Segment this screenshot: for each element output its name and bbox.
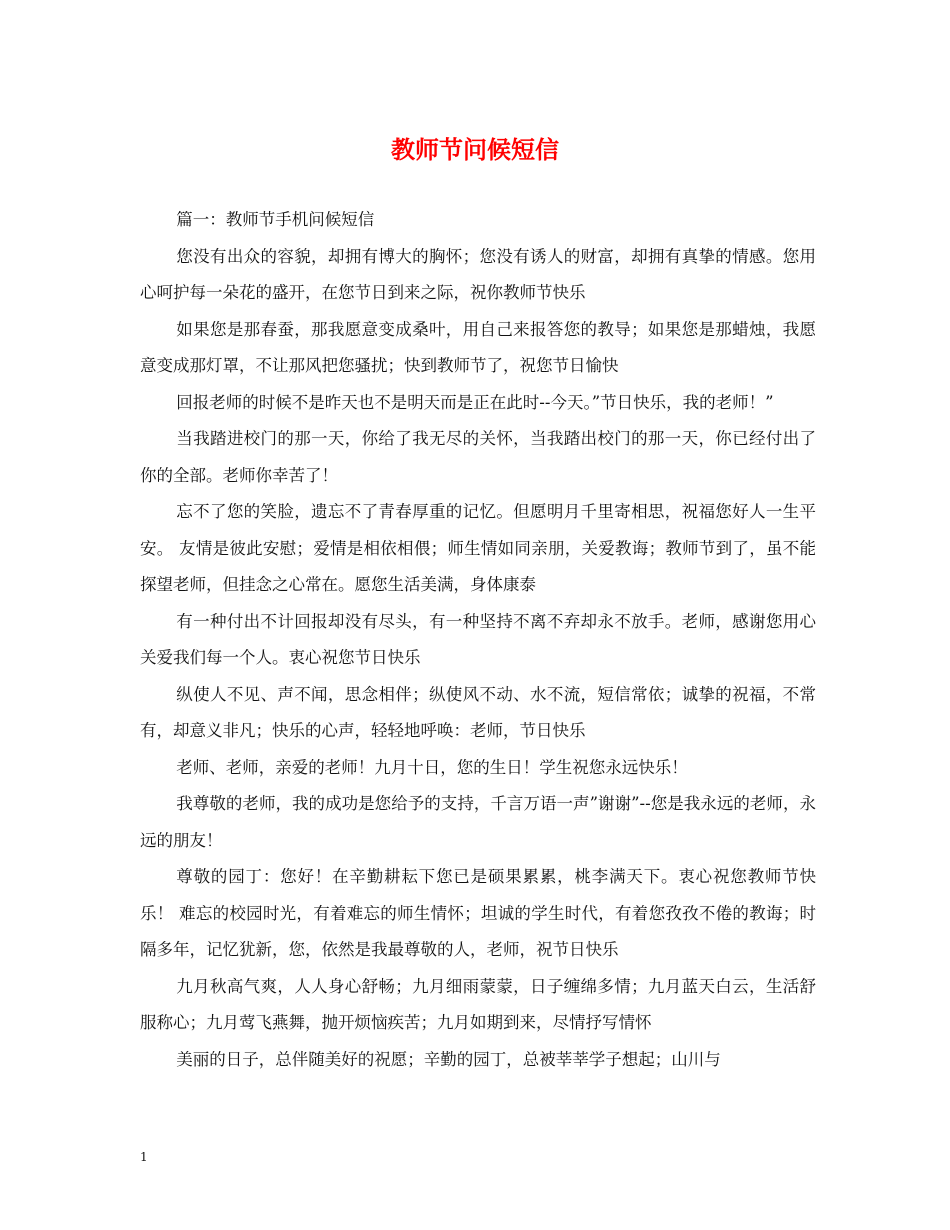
document-body xyxy=(140,202,816,1078)
section-heading: 篇一：教师节手机问候短信 xyxy=(176,210,375,229)
paragraph: 九月秋高气爽，人人身心舒畅；九月细雨蒙蒙，日子缠绵多情；九月蓝天白云，生活舒服称心；九月莺飞燕舞，抛开烦恼疾苦；九月如期到来，尽情抒写情怀 xyxy=(140,976,816,1032)
paragraph: 尊敬的园丁：您好！在辛勤耕耘下您已是硕果累累，桃李满天下。衷心祝您教师节快乐！ 难忘的校园时光，有着难忘的师生情怀；坦诚的学生时代，有着您孜孜不倦的教诲；时隔多年，记忆犹新，您，依然是我最尊敬的人，老师，祝节日快乐 xyxy=(140,867,816,959)
paragraph: 您没有出众的容貌，却拥有博大的胸怀；您没有诱人的财富，却拥有真挚的情感。您用心呵护每一朵花的盛开，在您节日到来之际，祝你教师节快乐 xyxy=(140,246,816,302)
paragraph: 我尊敬的老师，我的成功是您给予的支持，千言万语一声”谢谢”--您是我永远的老师，永远的朋友！ xyxy=(140,794,816,850)
paragraph: 忘不了您的笑脸，遗忘不了青春厚重的记忆。但愿明月千里寄相思，祝福您好人一生平安。 友情是彼此安慰；爱情是相依相偎；师生情如同亲朋，关爱教诲；教师节到了，虽不能探望老师，但挂念之心常在。愿您生活美满，身体康泰 xyxy=(140,502,816,594)
page-number: 1 xyxy=(140,1150,148,1164)
paragraph: 如果您是那春蚕，那我愿意变成桑叶，用自己来报答您的教导；如果您是那蜡烛，我愿意变成那灯罩，不让那风把您骚扰；快到教师节了，祝您节日愉快 xyxy=(140,319,816,375)
paragraph: 美丽的日子，总伴随美好的祝愿；辛勤的园丁，总被莘莘学子想起；山川与 xyxy=(176,1049,721,1069)
paragraph: 有一种付出不计回报却没有尽头，有一种坚持不离不弃却永不放手。老师，感谢您用心关爱我们每一个人。衷心祝您节日快乐 xyxy=(140,611,816,667)
document-title: 教师节问候短信 xyxy=(391,135,559,164)
paragraph: 老师、老师，亲爱的老师！九月十日，您的生日！学生祝您永远快乐！ xyxy=(176,757,688,777)
paragraph: 纵使人不见、声不闻，思念相伴；纵使风不动、水不流，短信常依；诚挚的祝福，不常有，却意义非凡；快乐的心声，轻轻地呼唤：老师，节日快乐 xyxy=(140,684,816,740)
paragraph: 当我踏进校门的那一天，你给了我无尽的关怀，当我踏出校门的那一天，你已经付出了你的全部。老师你幸苦了！ xyxy=(140,429,816,485)
paragraph: 回报老师的时候不是昨天也不是明天而是正在此时--今天。”节日快乐，我的老师！” xyxy=(176,392,774,412)
